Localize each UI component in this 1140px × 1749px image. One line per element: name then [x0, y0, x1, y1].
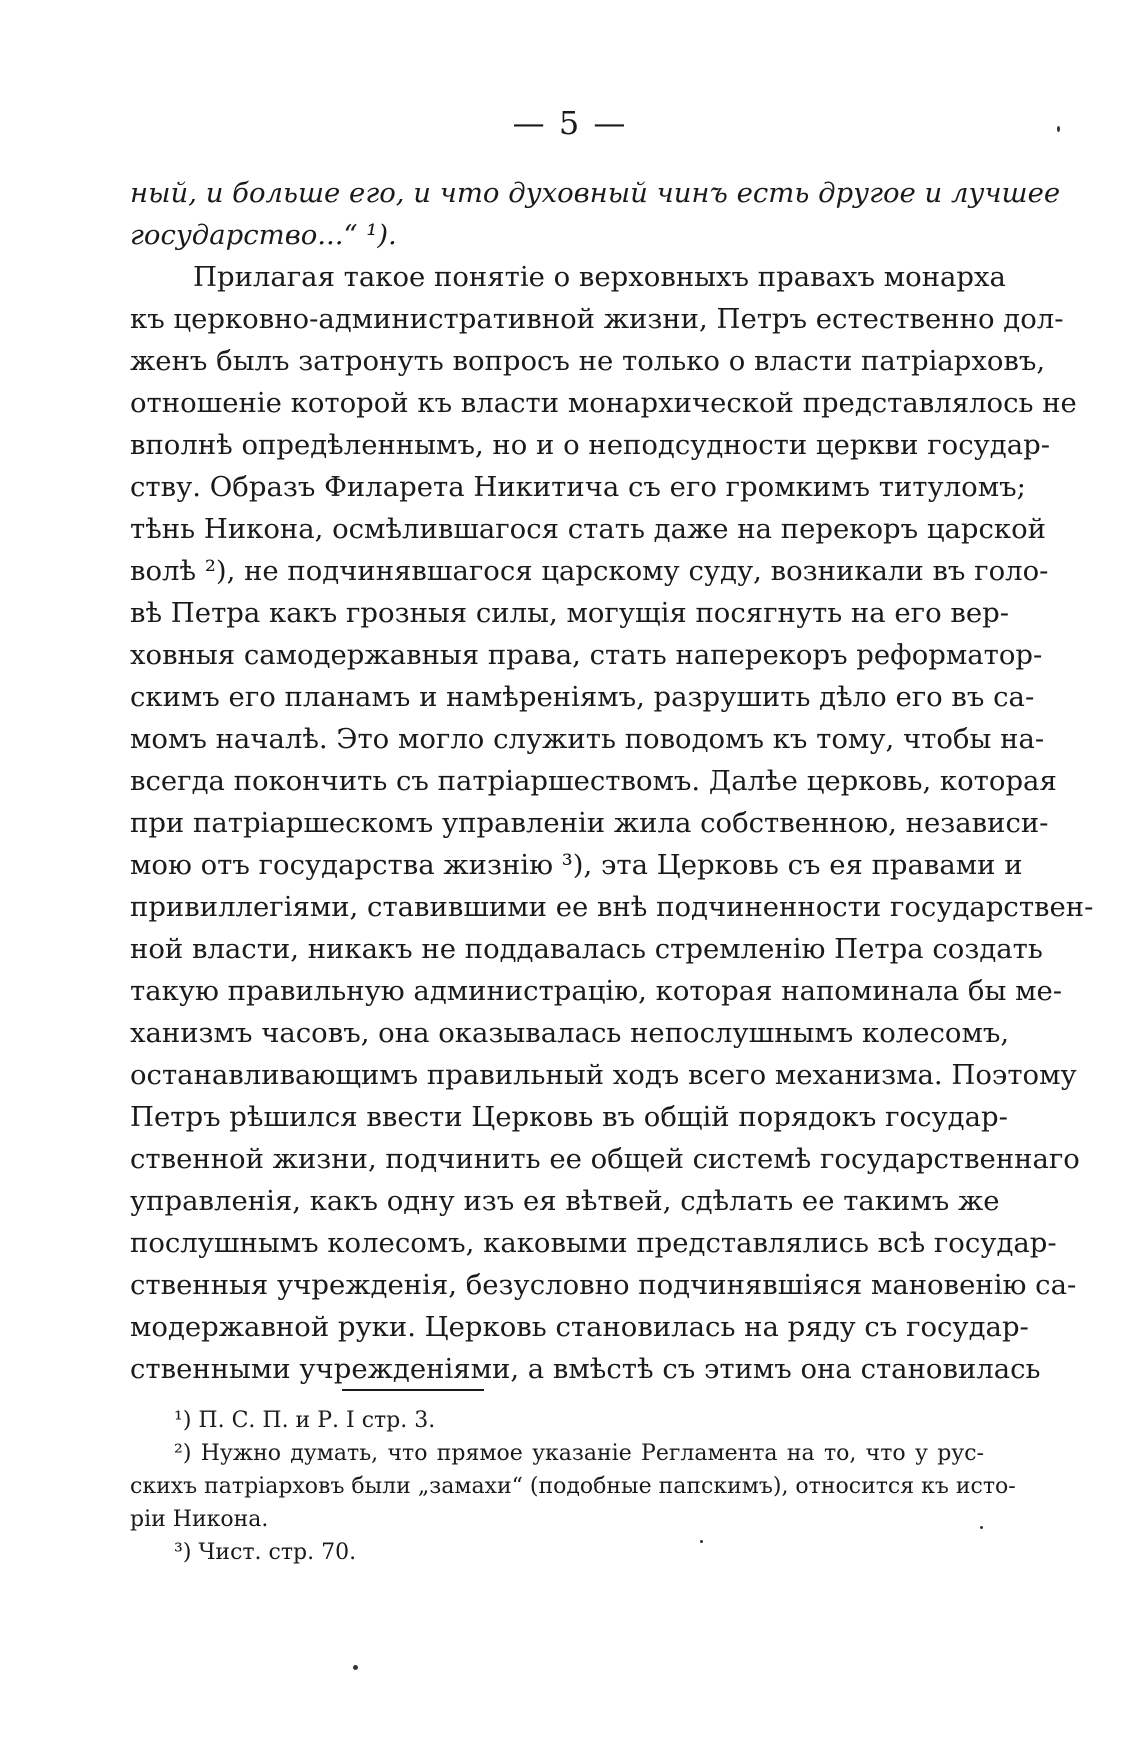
footnotes — [130, 1404, 1016, 1569]
text-line: вѣ Петра какъ грозныя силы, могущія посягнуть на его вер- — [130, 597, 1010, 629]
main-text — [130, 172, 1094, 1390]
footnote-2-continued: скихъ патріарховъ были „замахи“ (подобные папскимъ), относится къ исто- — [130, 1474, 1016, 1499]
text-line: управленія, какъ одну изъ ея вѣтвей, сдѣлать ее такимъ же — [130, 1185, 1000, 1217]
text-line: ханизмъ часовъ, она оказывалась непослушнымъ колесомъ, — [130, 1017, 1010, 1049]
print-speck — [980, 1526, 983, 1529]
text-line: государство...“ ¹). — [130, 219, 397, 251]
text-line: такую правильную администрацію, которая напоминала бы ме- — [130, 975, 1063, 1007]
text-line: Петръ рѣшился ввести Церковь въ общій порядокъ государ- — [130, 1101, 1008, 1133]
text-line: всегда покончить съ патріаршествомъ. Далѣе церковь, которая — [130, 765, 1057, 797]
text-line: тѣнь Никона, осмѣлившагося стать даже на перекоръ царской — [130, 513, 1046, 545]
text-line: ственныя учрежденія, безусловно подчинявшіяся мановенію са- — [130, 1269, 1077, 1301]
print-speck — [1057, 126, 1060, 132]
text-line: привиллегіями, ставившими ее внѣ подчиненности государствен- — [130, 891, 1094, 923]
text-line: при патріаршескомъ управленіи жила собственною, независи- — [130, 807, 1049, 839]
text-line: Прилагая такое понятіе о верховныхъ правахъ монарха — [193, 261, 1006, 293]
text-line: ству. Образъ Филарета Никитича съ его громкимъ титуломъ; — [130, 471, 1026, 503]
footnote-divider — [342, 1389, 484, 1391]
text-line: женъ былъ затронуть вопросъ не только о власти патріарховъ, — [130, 345, 1046, 377]
print-speck — [353, 1665, 358, 1670]
print-speck — [700, 1540, 703, 1543]
text-line: ховныя самодержавныя права, стать наперекоръ реформатор- — [130, 639, 1043, 671]
text-line: скимъ его планамъ и намѣреніямъ, разрушить дѣло его въ са- — [130, 681, 1035, 713]
text-line: модержавной руки. Церковь становилась на ряду съ государ- — [130, 1311, 1029, 1343]
text-line: останавливающимъ правильный ходъ всего механизма. Поэтому — [130, 1059, 1077, 1091]
page-number: — 5 — — [512, 104, 628, 142]
text-line: отношеніе которой къ власти монархической представлялось не — [130, 387, 1077, 419]
footnote-2-end: ріи Никона. — [130, 1507, 269, 1532]
text-line: мою отъ государства жизнію ³), эта Церковь съ ея правами и — [130, 849, 1023, 881]
footnote-1: ¹) П. С. П. и Р. I стр. 3. — [174, 1408, 436, 1433]
text-line: ный, и больше его, и что духовный чинъ есть другое и лучшее — [130, 177, 1061, 209]
text-line: къ церковно-административной жизни, Петръ естественно дол- — [130, 303, 1064, 335]
text-line: ственными учрежденіями, а вмѣстѣ съ этимъ она становилась — [130, 1353, 1041, 1385]
text-line: ственной жизни, подчинить ее общей системѣ государственнаго — [130, 1143, 1080, 1175]
text-line: вполнѣ опредѣленнымъ, но и о неподсудности церкви государ- — [130, 429, 1051, 461]
footnote-3: ³) Чист. стр. 70. — [174, 1540, 357, 1565]
text-line: ной власти, никакъ не поддавалась стремленію Петра создать — [130, 933, 1043, 965]
text-line: волѣ ²), не подчинявшагося царскому суду, возникали въ голо- — [130, 555, 1049, 587]
text-line: послушнымъ колесомъ, каковыми представлялись всѣ государ- — [130, 1227, 1057, 1259]
footnote-2: ²) Нужно думать, что прямое указаніе Регламента на то, что у рус- — [174, 1441, 984, 1466]
text-line: момъ началѣ. Это могло служить поводомъ къ тому, чтобы на- — [130, 723, 1045, 755]
